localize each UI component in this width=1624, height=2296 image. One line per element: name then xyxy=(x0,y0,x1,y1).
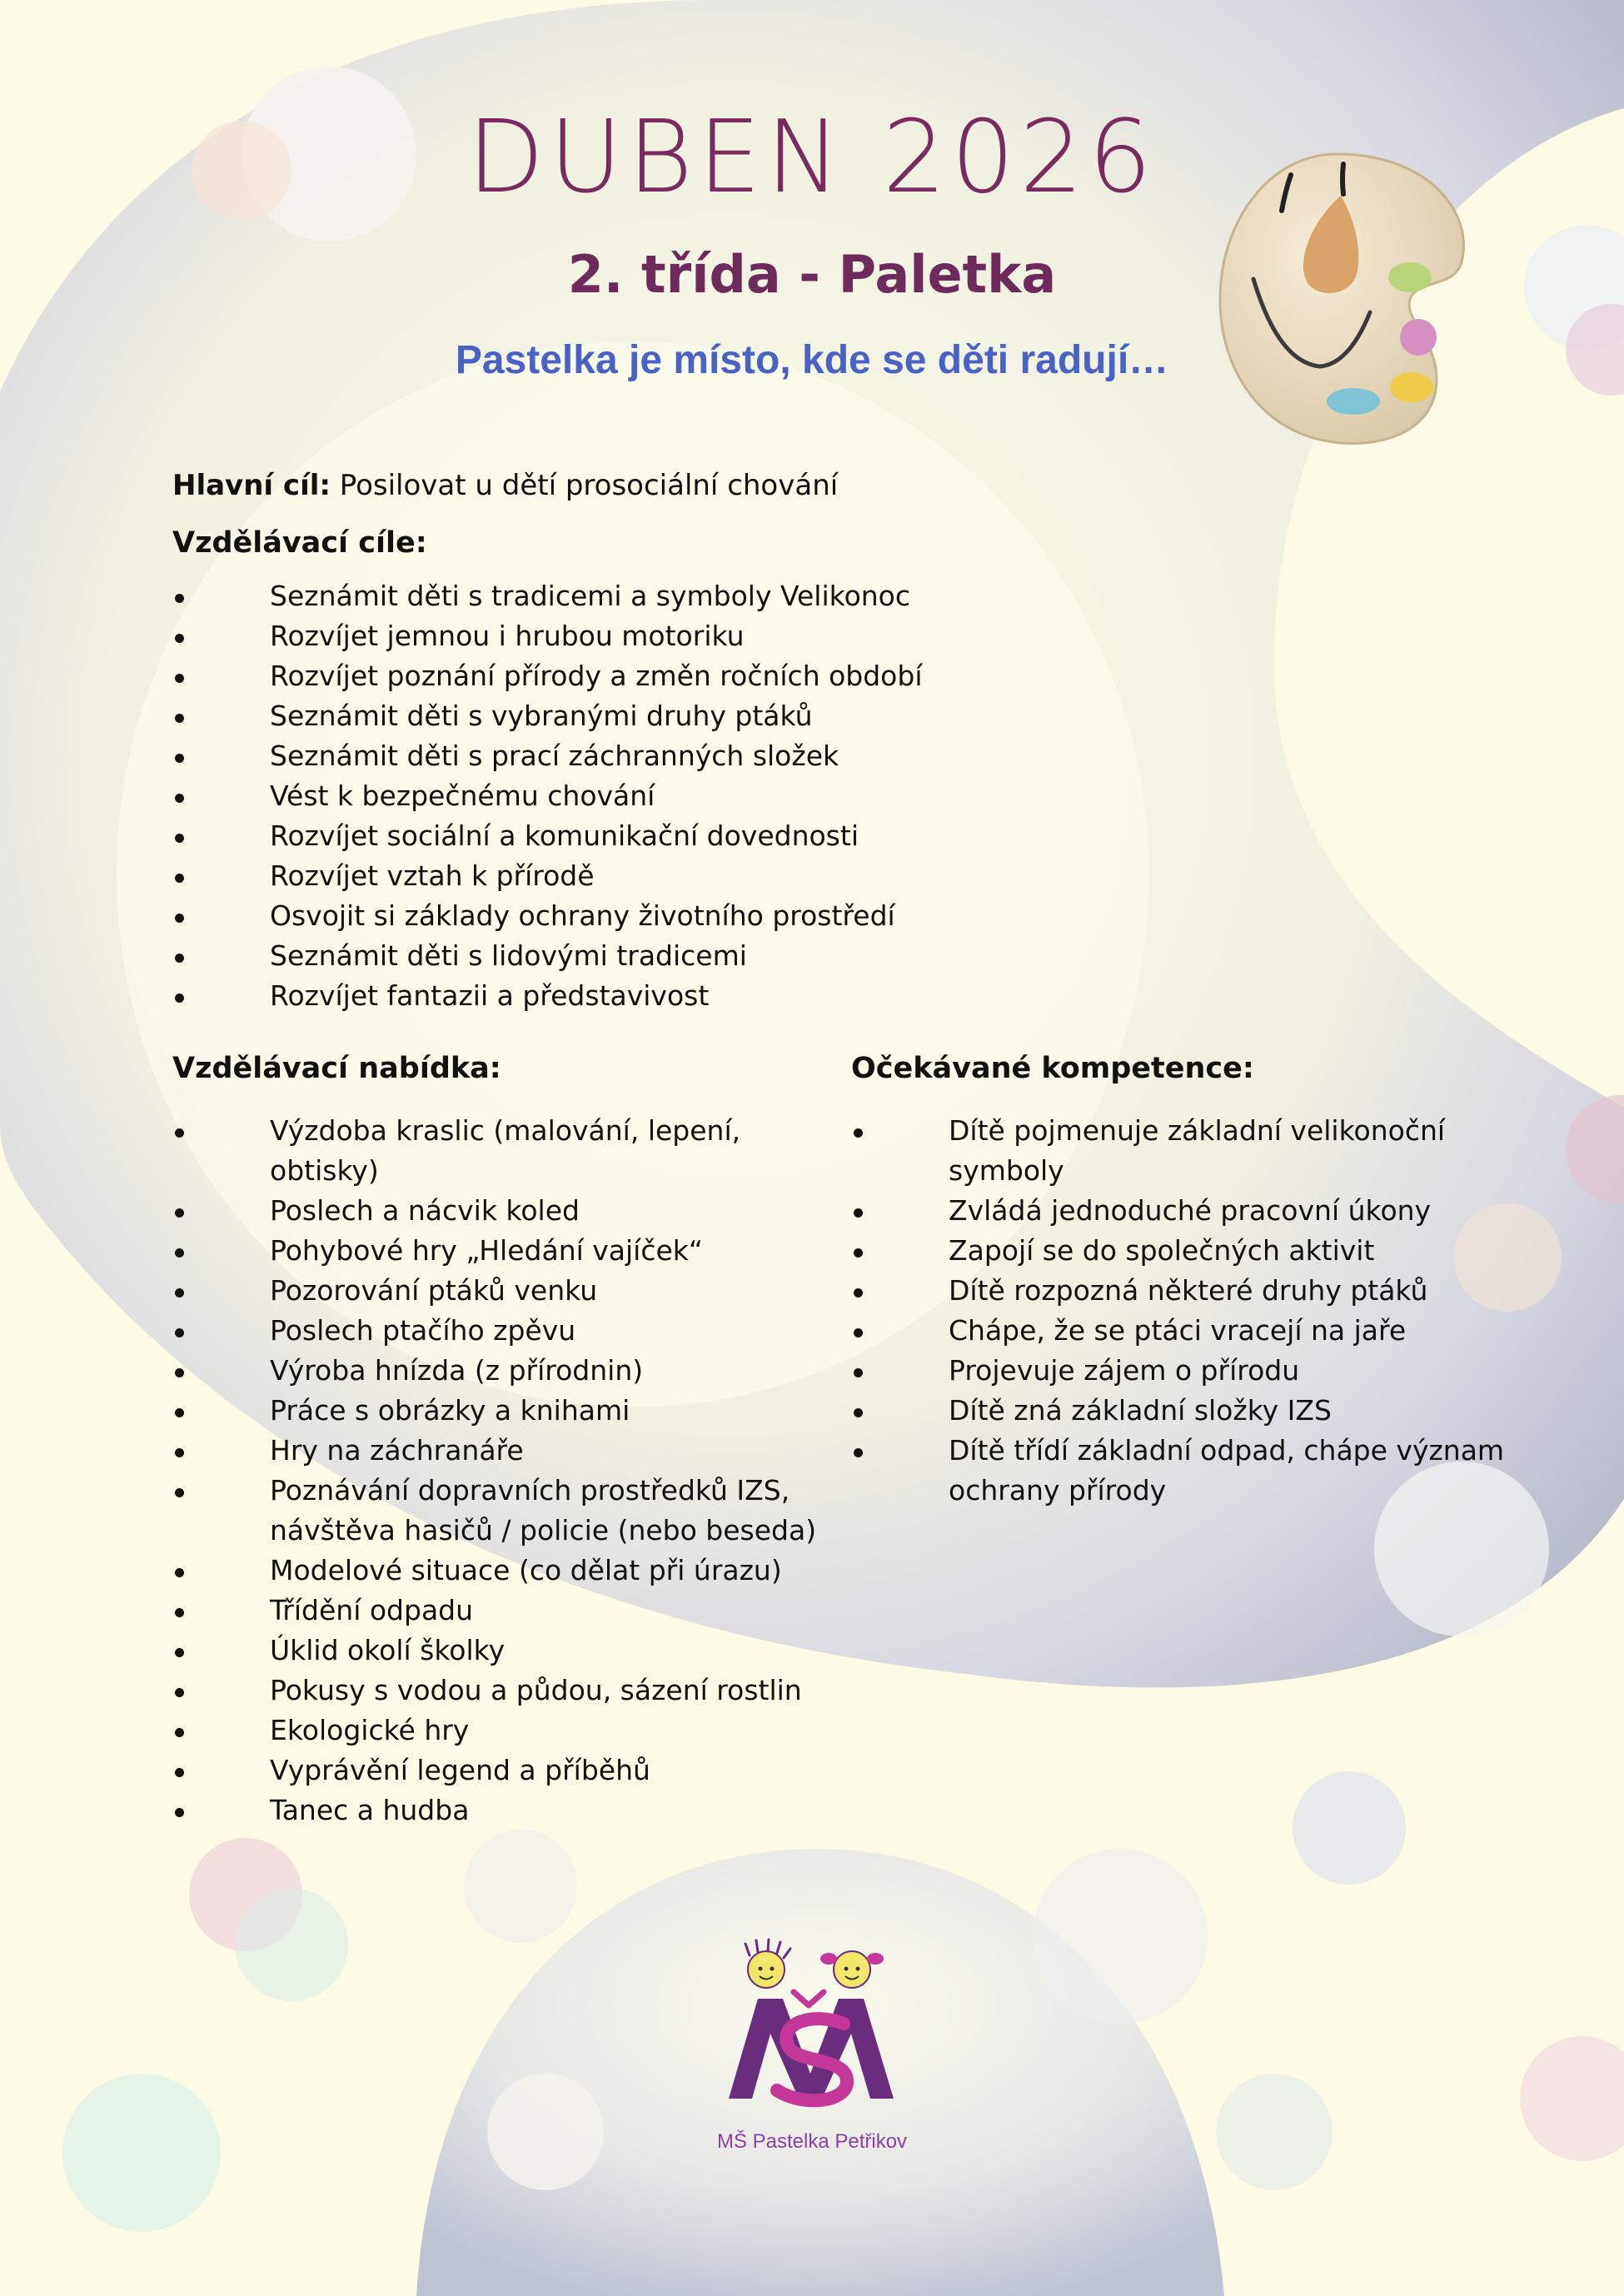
list-item: Třídění odpadu xyxy=(172,1591,839,1631)
list-item: Dítě rozpozná některé druhy ptáků xyxy=(851,1271,1509,1311)
list-item: Poslech a nácvik koled xyxy=(172,1191,839,1231)
list-item: Rozvíjet poznání přírody a změn ročních období xyxy=(172,656,1088,696)
list-item: Poslech ptačího zpěvu xyxy=(172,1311,839,1351)
list-item: Seznámit děti s vybranými druhy ptáků xyxy=(172,696,1088,736)
list-item: Výroba hnízda (z přírodnin) xyxy=(172,1351,839,1391)
list-item: Úklid okolí školky xyxy=(172,1631,839,1671)
list-item: Rozvíjet jemnou i hrubou motoriku xyxy=(172,616,1088,656)
list-item: Výzdoba kraslic (malování, lepení, obtisky) xyxy=(172,1111,839,1191)
list-item: Vyprávění legend a příběhů xyxy=(172,1751,839,1790)
list-item: Pokusy s vodou a půdou, sázení rostlin xyxy=(172,1671,839,1711)
palette-face-icon xyxy=(1212,146,1478,454)
list-item: Dítě zná základní složky IZS xyxy=(851,1391,1509,1431)
expected-competences-list xyxy=(851,1111,1509,1511)
list-item: Seznámit děti s lidovými tradicemi xyxy=(172,936,1088,976)
list-item: Zapojí se do společných aktivit xyxy=(851,1231,1509,1271)
educational-goals-list xyxy=(172,576,1088,1016)
main-goal xyxy=(172,465,838,506)
school-logo-icon xyxy=(712,1932,912,2124)
list-item: Dítě pojmenuje základní velikonoční symboly xyxy=(851,1111,1509,1191)
expected-competences-heading: Očekávané kompetence: xyxy=(851,1052,1254,1085)
list-item: Tanec a hudba xyxy=(172,1790,839,1830)
educational-offer-heading: Vzdělávací nabídka: xyxy=(172,1052,501,1085)
list-item: Chápe, že se ptáci vracejí na jaře xyxy=(851,1311,1509,1351)
main-goal-label: Hlavní cíl: xyxy=(172,469,331,502)
list-item: Hry na záchranáře xyxy=(172,1431,839,1471)
educational-goals-heading: Vzdělávací cíle: xyxy=(172,526,427,560)
list-item: Pohybové hry „Hledání vajíček“ xyxy=(172,1231,839,1271)
list-item: Rozvíjet fantazii a představivost xyxy=(172,976,1088,1016)
list-item: Práce s obrázky a knihami xyxy=(172,1391,839,1431)
list-item: Modelové situace (co dělat při úrazu) xyxy=(172,1551,839,1591)
list-item: Seznámit děti s prací záchranných složek xyxy=(172,736,1088,776)
motto: Pastelka je místo, kde se děti radují… xyxy=(455,338,1169,382)
list-item: Pozorování ptáků venku xyxy=(172,1271,839,1311)
list-item: Dítě třídí základní odpad, chápe význam ochrany přírody xyxy=(851,1431,1509,1511)
educational-offer-list xyxy=(172,1111,839,1830)
list-item: Rozvíjet sociální a komunikační dovednosti xyxy=(172,816,1088,856)
list-item: Osvojit si základy ochrany životního prostředí xyxy=(172,896,1088,936)
list-item: Vést k bezpečnému chování xyxy=(172,776,1088,816)
list-item: Zvládá jednoduché pracovní úkony xyxy=(851,1191,1509,1231)
main-goal-text: Posilovat u dětí prosociální chování xyxy=(339,469,839,502)
list-item: Rozvíjet vztah k přírodě xyxy=(172,856,1088,896)
school-name: MŠ Pastelka Petřikov xyxy=(716,2130,908,2153)
list-item: Seznámit děti s tradicemi a symboly Velikonoc xyxy=(172,576,1088,616)
class-name: 2. třída - Paletka xyxy=(567,244,1057,305)
list-item: Ekologické hry xyxy=(172,1711,839,1751)
page-title: DUBEN 2026 xyxy=(467,100,1157,216)
list-item: Poznávání dopravních prostředků IZS, návštěva hasičů / policie (nebo beseda) xyxy=(172,1471,839,1551)
list-item: Projevuje zájem o přírodu xyxy=(851,1351,1509,1391)
